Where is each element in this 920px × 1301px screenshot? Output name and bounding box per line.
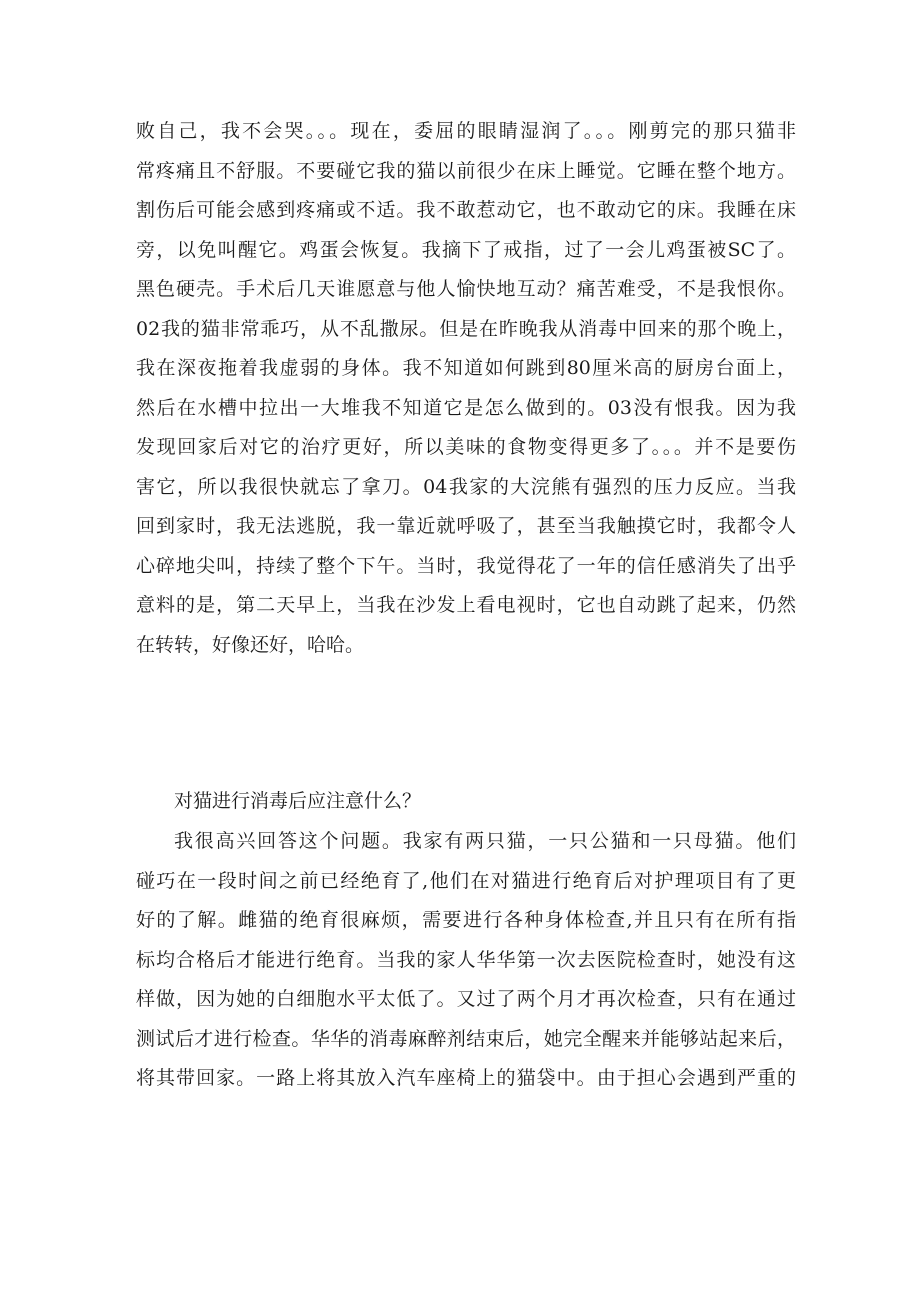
text-line: 我在深夜拖着我虚弱的身体。我不知道如何跳到80厘米高的厨房台面上， [136, 357, 796, 379]
text-line: 害它，所以我很快就忘了拿刀。04我家的大浣熊有强烈的压力反应。当我 [136, 475, 796, 498]
paragraph-2 [136, 822, 796, 1099]
text-line: 发现回家后对它的治疗更好，所以美味的食物变得更多了。。。并不是要伤 [136, 436, 796, 458]
paragraph-1 [136, 112, 796, 665]
text-line: 意料的是，第二天早上，当我在沙发上看电视时，它也自动跳了起来，仍然 [136, 594, 796, 616]
text-line: 旁，以免叫醒它。鸡蛋会恢复。我摘下了戒指，过了一会儿鸡蛋被SC了。 [136, 238, 796, 261]
text-line: 标均合格后才能进行绝育。当我的家人华华第一次去医院检查时，她没有这 [136, 948, 796, 971]
heading-line: 对猫进行消毒后应注意什么？ [174, 790, 422, 812]
text-line: 将其带回家。一路上将其放入汽车座椅上的猫袋中。由于担心会遇到严重的 [136, 1067, 796, 1089]
text-line: 割伤后可能会感到疼痛或不适。我不敢惹动它，也不敢动它的床。我睡在床 [136, 199, 796, 221]
text-line: 样做，因为她的白细胞水平太低了。又过了两个月才再次检查，只有在通过 [136, 988, 796, 1010]
text-line: 02我的猫非常乖巧，从不乱撒尿。但是在昨晚我从消毒中回来的那个晚上， [136, 317, 796, 340]
text-line: 常疼痛且不舒服。不要碰它我的猫以前很少在床上睡觉。它睡在整个地方。 [136, 159, 796, 182]
text-line: 测试后才进行检查。华华的消毒麻醉剂结束后，她完全醒来并能够站起来后， [136, 1027, 796, 1050]
text-line: 心碎地尖叫，持续了整个下午。当时，我觉得花了一年的信任感消失了出乎 [136, 554, 796, 577]
text-line: 败自己，我不会哭。。。现在，委屈的眼睛湿润了。。。刚剪完的那只猫非 [136, 120, 796, 142]
text-line: 在转转，好像还好，哈哈。 [136, 633, 365, 656]
text-line: 回到家时，我无法逃脱，我一靠近就呼吸了，甚至当我触摸它时，我都令人 [136, 515, 796, 537]
text-line: 我很高兴回答这个问题。我家有两只猫，一只公猫和一只母猫。他们 [174, 830, 796, 852]
text-line: 碰巧在一段时间之前已经绝育了,他们在对猫进行绝育后对护理项目有了更 [136, 869, 796, 892]
text-line: 好的了解。雌猫的绝育很麻烦，需要进行各种身体检查,并且只有在所有指 [136, 909, 796, 931]
section-heading [136, 782, 796, 822]
text-line: 黑色硬壳。手术后几天谁愿意与他人愉快地互动？痛苦难受，不是我恨你。 [136, 278, 796, 300]
text-line: 然后在水槽中拉出一大堆我不知道它是怎么做到的。03没有恨我。因为我 [136, 396, 796, 419]
